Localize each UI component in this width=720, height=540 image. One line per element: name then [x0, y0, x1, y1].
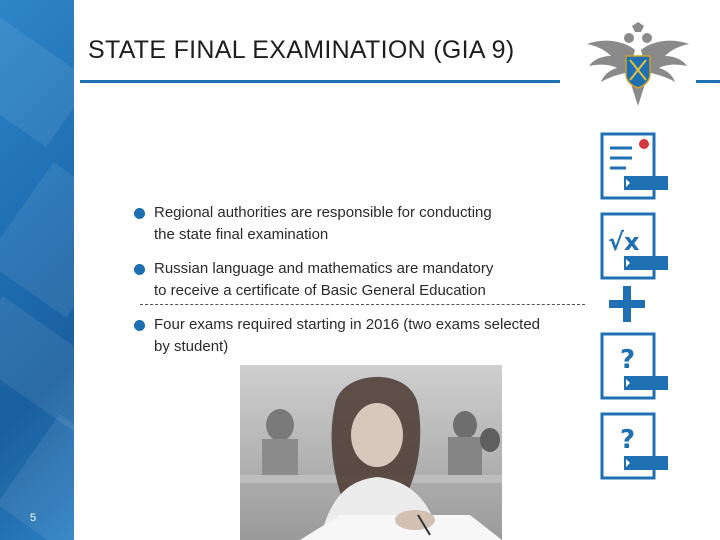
bullet-line: the state final examination — [154, 226, 329, 243]
dashed-divider — [140, 304, 585, 305]
sidebar-facet — [0, 13, 74, 147]
bullet-dot — [134, 320, 145, 331]
bullet-dot — [134, 208, 145, 219]
emblem-icon — [583, 20, 693, 110]
bullet-dot — [134, 264, 145, 275]
plus-icon — [609, 286, 645, 322]
title-underline — [80, 80, 560, 83]
bullet-line: Russian language and mathematics are mandatory — [154, 260, 494, 277]
document-list-icon — [602, 134, 668, 198]
question-icon — [602, 334, 668, 398]
question-icon — [602, 414, 668, 478]
bullet-line: to receive a certificate of Basic General Education — [154, 282, 486, 299]
question-symbol: ? — [620, 345, 636, 375]
math-symbol: √x — [608, 228, 640, 256]
bullet-line: Regional authorities are responsible for conducting — [154, 204, 492, 221]
student-exam-photo — [240, 365, 502, 540]
square-root-icon — [602, 214, 668, 278]
left-sidebar-decoration — [0, 0, 74, 540]
title-underline-right — [696, 80, 720, 83]
icon-panel — [596, 128, 670, 488]
slide-title: STATE FINAL EXAMINATION (GIA 9) — [88, 36, 515, 64]
sidebar-facet — [0, 162, 74, 318]
sidebar-facet — [0, 414, 74, 540]
page-number: 5 — [30, 512, 37, 524]
bullet-line: Four exams required starting in 2016 (two exams selected — [154, 316, 541, 333]
sidebar-facet — [0, 296, 74, 434]
bullet-line: by student) — [154, 338, 229, 355]
question-symbol: ? — [620, 425, 636, 455]
